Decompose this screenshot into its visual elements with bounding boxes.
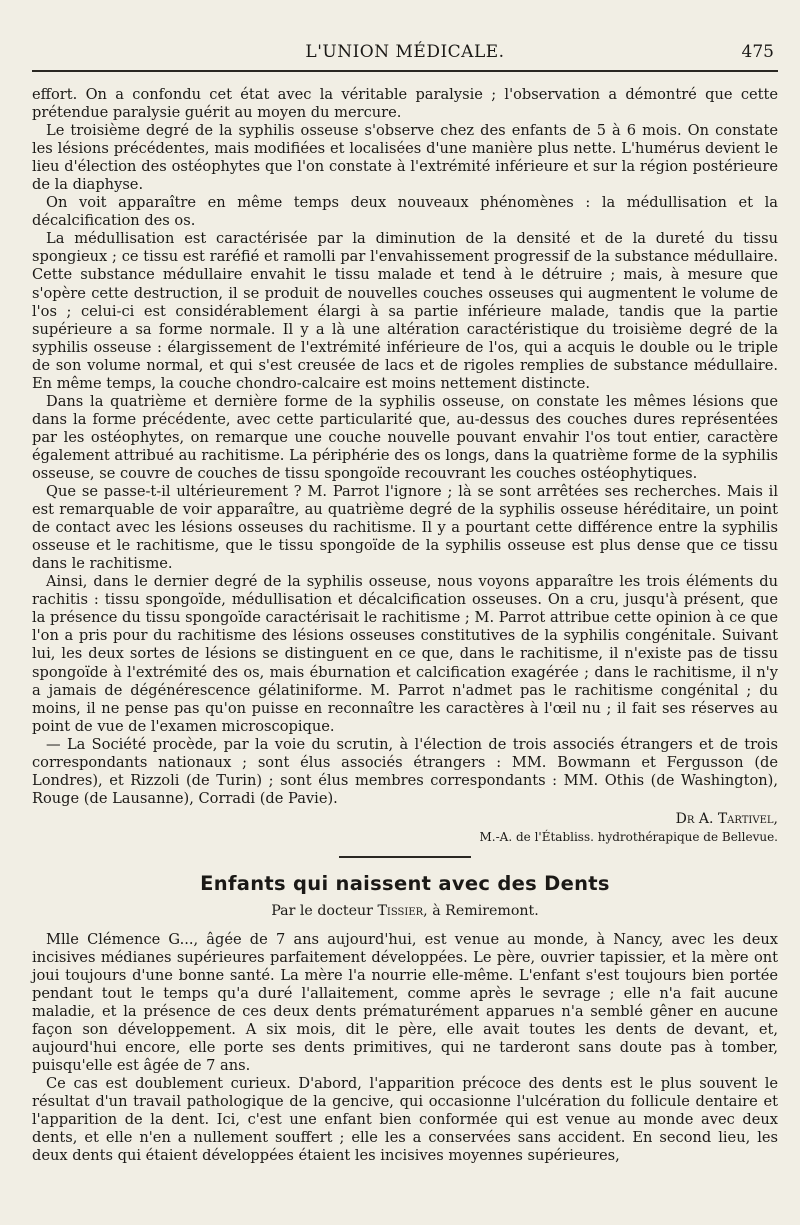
paragraph: On voit apparaître en même temps deux nouveaux phénomènes : la médullisation et la décalcification des os. [32,194,778,230]
signature-name: Dr A. Tartivel, [675,810,778,827]
paragraph: Dans la quatrième et dernière forme de la syphilis osseuse, on constate les mêmes lésions que dans la forme précédente, avec cette particularité que, au-dessus des couches dures représentées par les ostéophytes, on remarque une couche nouvelle pouvant envahir l'os tout entier, caractère également attribué au rachitisme. La périphérie des os longs, dans la quatrième forme de la syphilis osseuse, se couvre de couches de tissu spongoïde recouvrant les couches ostéophytiques. [32,392,778,482]
byline-suffix: , à Remiremont. [423,902,539,919]
byline-author: Tissier [377,902,424,919]
paragraph: La médullisation est caractérisée par la diminution de la densité et de la dureté du tissu spongieux ; ce tissu est raréfié et ramolli par l'envahissement progressif de la substance médullaire. Cette substance médullaire envahit le tissu malade et tend à le détruire ; mais, à mesure que s'opère cette destruction, il se produit de nouvelles couches osseuses qui augmentent le volume de l'os ; celui-ci est considérablement élargi à sa partie inférieure malade, tandis que la partie supérieure a sa forme normale. Il y a là une altération caractéristique du troisième degré de la syphilis osseuse : élargissement de l'extrémité inférieure de l'os, qui a acquis le double ou le triple de son volume normal, et qui s'est creusée de lacs et de rigoles remplies de substance médullaire. En même temps, la couche chondro-calcaire est moins nettement distincte. [32,230,778,392]
page-number: 475 [741,42,774,62]
paragraph: Mlle Clémence G..., âgée de 7 ans aujourd'hui, est venue au monde, à Nancy, avec les deux incisives médianes supérieures parfaitement développées. Le père, ouvrier tapissier, et la mère ont joui toujours d'une bonne santé. La mère l'a nourrie elle-même. L'enfant s'est toujours bien portée pendant tout le temps qu'a duré l'allaitement, comme après le sevrage ; elle n'a fait aucune maladie, et la présence de ces deux dents prématurément apparues n'a semblé gêner en aucune façon son développement. A six mois, dit le père, elle avait toutes les dents de devant, et, aujourd'hui encore, elle porte ses dents primitives, qui ne tarderont sans doute pas à tomber, puisqu'elle est âgée de 7 ans. [32,930,778,1075]
section-divider [339,856,471,858]
paragraph: Que se passe-t-il ultérieurement ? M. Parrot l'ignore ; là se sont arrêtées ses recherches. Mais il est remarquable de voir apparaître, au quatrième degré de la syphilis osseuse héréditaire, un point de contact avec les lésions osseuses du rachitisme. Il y a pourtant cette différence entre la syphilis osseuse et le rachitisme, que le tissu spongoïde de la syphilis osseuse est plus dense que ce tissu dans le rachitisme. [32,483,778,573]
running-header [32,36,778,72]
paragraph: Le troisième degré de la syphilis osseuse s'observe chez des enfants de 5 à 6 mois. On constate les lésions précédentes, mais modifiées et localisées d'une manière plus nette. L'humérus devient le lieu d'élection des ostéophytes que l'on constate à l'extrémité inférieure et sur la région postérieure de la diaphyse. [32,122,778,194]
signature-block [32,810,778,846]
paragraph: Ce cas est doublement curieux. D'abord, l'apparition précoce des dents est le plus souvent le résultat d'un travail pathologique de la gencive, qui occasionne l'ulcération du follicule dentaire et l'apparition de la dent. Ici, c'est une enfant bien conformée qui est venue au monde avec deux dents, et elle n'en a nullement souffert ; elle les a conservées sans accident. En second lieu, les deux dents qui étaient développées étaient les incisives moyennes supérieures, [32,1075,778,1165]
article-body-continued [32,86,778,846]
byline-prefix: Par le docteur [271,902,373,919]
paragraph: effort. On a confondu cet état avec la véritable paralysie ; l'observation a démontré que cette prétendue paralysie guérit au moyen du mercure. [32,86,778,122]
signature-affiliation: M.-A. de l'Établiss. hydrothérapique de Bellevue. [479,829,778,844]
article-body [32,931,778,1166]
byline [32,903,778,919]
paragraph: — La Société procède, par la voie du scrutin, à l'élection de trois associés étrangers et de trois correspondants nationaux ; sont élus associés étrangers : MM. Bowmann et Fergusson (de Londres), et Rizzoli (de Turin) ; sont élus membres correspondants : MM. Othis (de Washington), Rouge (de Lausanne), Corradi (de Pavie). [32,735,778,807]
paragraph: Ainsi, dans le dernier degré de la syphilis osseuse, nous voyons apparaître les trois éléments du rachitis : tissu spongoïde, médullisation et décalcification osseuses. On a cru, jusqu'à présent, que la présence du tissu spongoïde caractérisait le rachitisme ; M. Parrot attribue cette opinion à ce que l'on a pris pour du rachitisme des lésions osseuses constitutives de la syphilis congénitale. Suivant lui, les deux sortes de lésions se distinguent en ce que, dans le rachitisme, il n'existe pas de tissu spongoïde à l'extrémité des os, mais éburnation et calcification exagérée ; dans le rachitisme, il n'y a jamais de dégénérescence gélatiniforme. M. Parrot n'admet pas le rachitisme congénital ; du moins, il ne pense pas qu'on puisse en reconnaître les caractères à l'œil nu ; il fait ses réserves au point de vue de l'examen microscopique. [32,573,778,735]
journal-title: L'UNION MÉDICALE. [305,42,505,62]
article-title: Enfants qui naissent avec des Dents [200,871,610,895]
